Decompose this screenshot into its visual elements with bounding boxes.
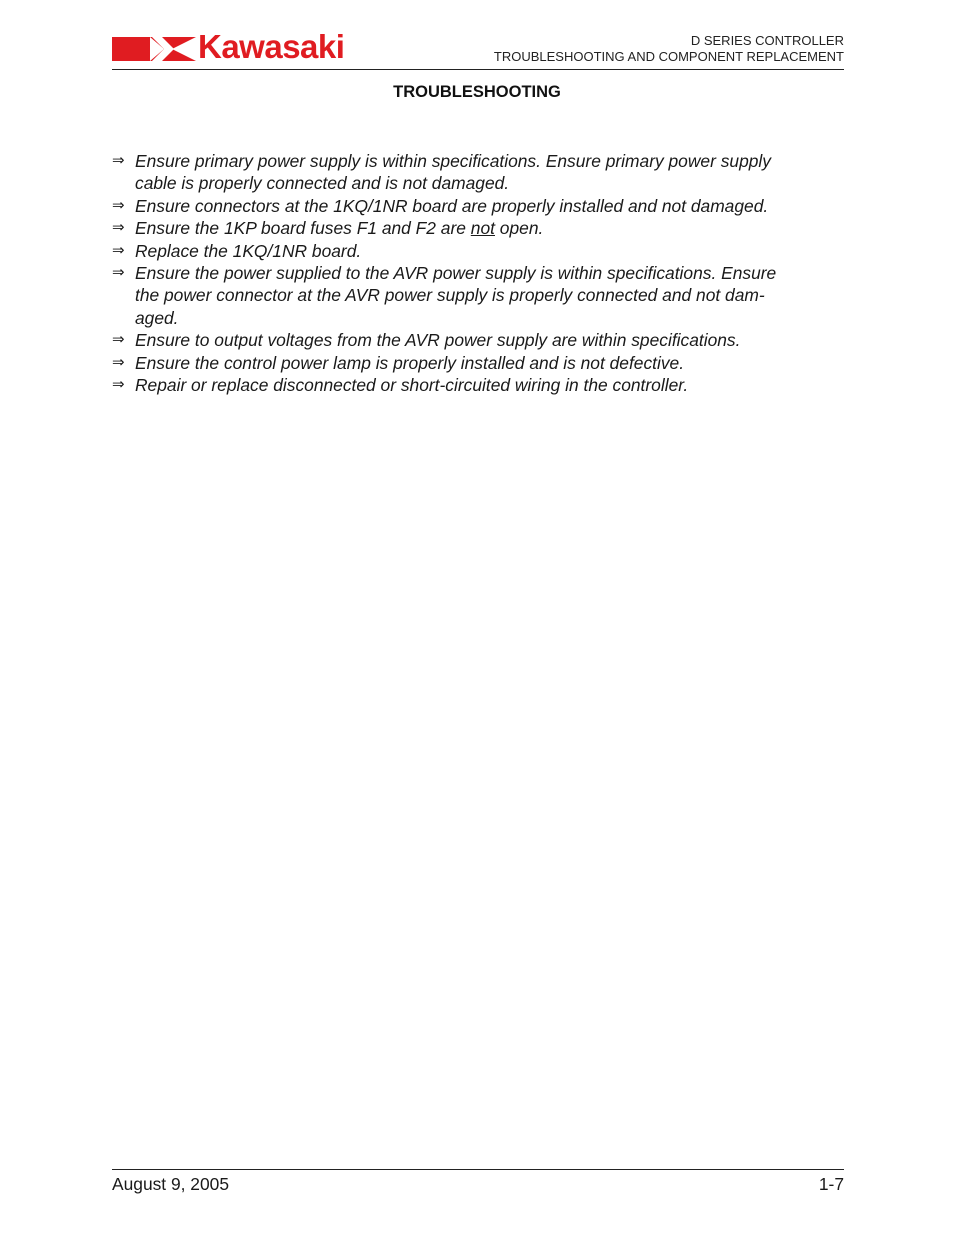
implies-arrow-icon: ⇒: [112, 376, 125, 394]
list-item: ⇒ Repair or replace disconnected or short-circuited wiring in the controller.: [112, 375, 689, 396]
header-rule: [112, 69, 844, 70]
implies-arrow-icon: ⇒: [112, 264, 125, 282]
header-line-2: TROUBLESHOOTING AND COMPONENT REPLACEMENT: [493, 49, 844, 64]
implies-arrow-icon: ⇒: [112, 331, 125, 349]
list-item: ⇒ Ensure the power supplied to the AVR power supply is within specifications. Ensure the power connector at the AVR power supply is properly connected and not dam- aged.: [112, 263, 777, 328]
implies-arrow-icon: ⇒: [112, 219, 125, 237]
underlined-emphasis: not: [470, 218, 495, 239]
kawasaki-river-mark-icon: [112, 33, 198, 63]
list-item: ⇒ Ensure the control power lamp is properly installed and is not defective.: [112, 352, 685, 373]
kawasaki-logo: [112, 28, 392, 65]
list-item: ⇒ Ensure to output voltages from the AVR power supply are within specifications.: [112, 330, 741, 351]
running-header: [494, 33, 844, 65]
list-item: ⇒ Ensure the 1KP board fuses F1 and F2 are not open.: [112, 218, 544, 239]
section-title: TROUBLESHOOTING: [393, 83, 561, 101]
list-item: ⇒ Ensure connectors at the 1KQ/1NR board are properly installed and not damaged.: [112, 195, 769, 216]
list-item: ⇒ Ensure primary power supply is within specifications. Ensure primary power supply cable is properly connected and is not damaged.: [112, 151, 771, 194]
implies-arrow-icon: ⇒: [112, 353, 125, 371]
page-number: 1-7: [818, 1174, 844, 1194]
footer-rule: [112, 1169, 844, 1170]
implies-arrow-icon: ⇒: [112, 152, 125, 169]
implies-arrow-icon: ⇒: [112, 196, 125, 214]
logo-wordmark: Kawasaki: [198, 28, 345, 65]
footer-date: August 9, 2005: [112, 1174, 229, 1194]
troubleshooting-list: [112, 150, 847, 396]
header-line-1: D SERIES CONTROLLER: [690, 33, 844, 48]
implies-arrow-icon: ⇒: [112, 241, 125, 259]
list-item: ⇒ Replace the 1KQ/1NR board.: [112, 240, 362, 261]
